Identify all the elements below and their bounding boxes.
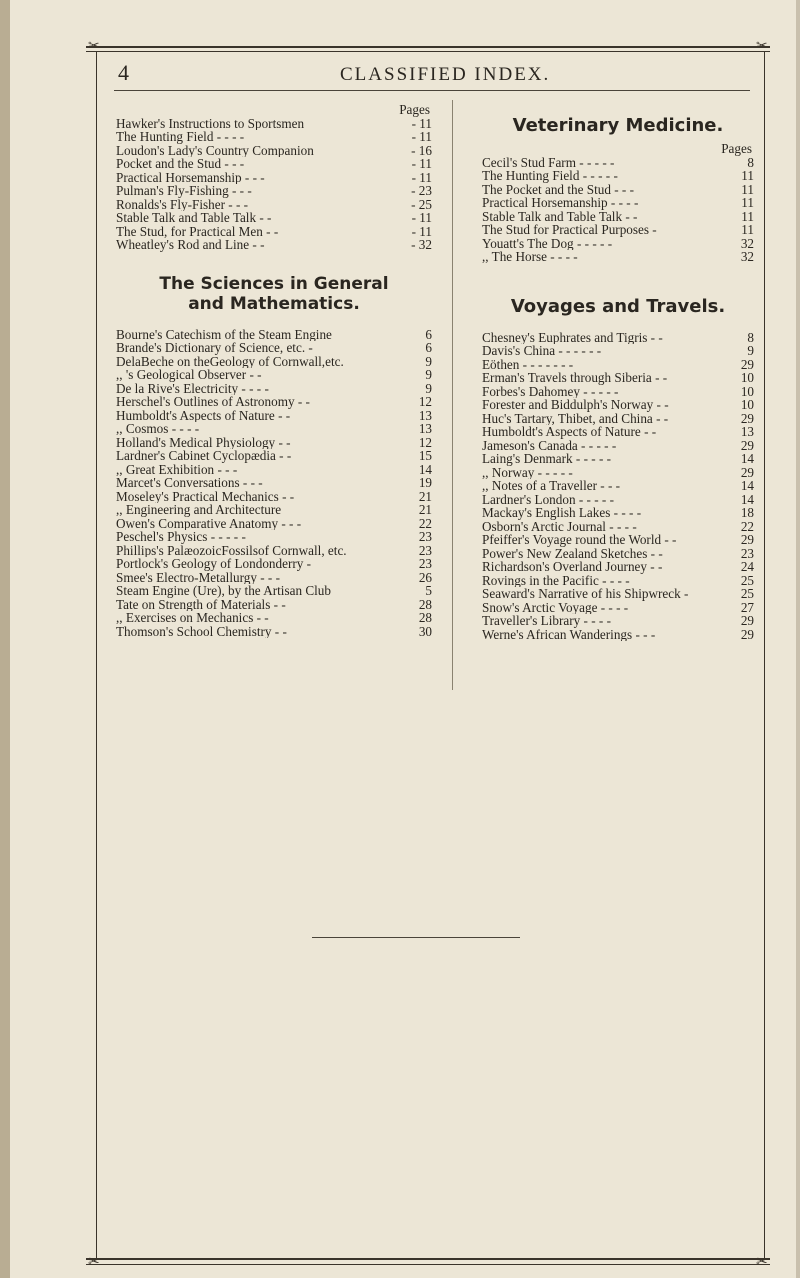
index-entry — [116, 598, 432, 612]
index-entry — [116, 117, 432, 131]
entry-page: 10 — [740, 397, 754, 412]
index-entry — [116, 409, 432, 423]
entry-title: Moseley's Practical Mechanics - - — [116, 489, 295, 503]
scissors-ornament-icon: ✂ — [756, 1255, 768, 1270]
entry-page: 9 — [425, 367, 432, 382]
entry-page: 29 — [740, 613, 754, 628]
voyages-list — [482, 331, 754, 642]
index-entry — [116, 584, 432, 598]
entry-page: 23 — [418, 542, 432, 558]
entry-page: - 11 — [411, 169, 432, 185]
index-entry — [482, 237, 754, 251]
entry-page: 15 — [418, 448, 432, 463]
index-entry — [116, 517, 432, 531]
entry-title: ,, Norway - - - - - — [482, 465, 573, 479]
entry-title: Steam Engine (Ure), by the Artisan Club — [116, 584, 331, 598]
index-entry — [116, 503, 432, 517]
entry-title: Thomson's School Chemistry - - — [116, 624, 287, 638]
column-divider — [452, 100, 453, 690]
index-entry — [116, 490, 432, 504]
index-entry — [116, 368, 432, 382]
entry-title: ,, Exercises on Mechanics - - — [116, 611, 269, 625]
entry-title: Lardner's Cabinet Cyclopædia - - — [116, 449, 292, 463]
entry-page: 32 — [740, 249, 754, 264]
entry-page: 14 — [740, 478, 754, 493]
page-number: 4 — [118, 60, 129, 85]
index-entry — [482, 398, 754, 412]
entry-title: ,, Great Exhibition - - - — [116, 462, 238, 476]
entry-page: 6 — [425, 326, 432, 342]
index-entry — [116, 355, 432, 369]
entry-title: Forbes's Dahomey - - - - - — [482, 384, 619, 398]
index-entry — [116, 395, 432, 409]
entry-page: 27 — [740, 599, 754, 615]
index-entry — [116, 449, 432, 463]
index-entry — [116, 544, 432, 558]
index-entry — [482, 533, 754, 547]
index-entry — [482, 331, 754, 345]
scissors-ornament-icon: ✂ — [88, 39, 100, 54]
entry-title: Portlock's Geology of Londonderry - — [116, 557, 312, 571]
entry-page: - 11 — [411, 129, 432, 144]
entry-title: Traveller's Library - - - - — [482, 614, 611, 628]
entry-title: Richardson's Overland Journey - - — [482, 560, 663, 574]
entry-title: ,, Notes of a Traveller - - - — [482, 479, 621, 493]
pages-label: Pages — [399, 102, 430, 117]
entry-title: Pfeiffer's Voyage round the World - - — [482, 533, 677, 547]
entry-title: The Hunting Field - - - - - — [482, 169, 618, 183]
entry-page: 25 — [740, 572, 754, 588]
entry-title: Humboldt's Aspects of Nature - - — [116, 408, 291, 422]
entry-page: 22 — [740, 518, 754, 534]
entry-title: The Stud for Practical Purposes - — [482, 223, 657, 237]
entry-title: Brande's Dictionary of Science, etc. - — [116, 341, 313, 355]
entry-title: Holland's Medical Physiology - - — [116, 435, 291, 449]
entry-page: 29 — [740, 532, 754, 547]
index-entry — [116, 157, 432, 171]
index-entry — [116, 436, 432, 450]
index-entry — [116, 463, 432, 477]
index-entry — [482, 628, 754, 642]
entry-page: 14 — [418, 461, 432, 477]
entry-title: Lardner's London - - - - - — [482, 492, 615, 506]
entry-page: 5 — [425, 583, 432, 598]
index-entry — [482, 493, 754, 507]
entry-page: 11 — [741, 181, 754, 197]
right-border-rule — [764, 52, 765, 1260]
entry-page: 11 — [741, 168, 754, 183]
entry-page: 14 — [740, 451, 754, 466]
index-entry — [482, 614, 754, 628]
entry-title: ,, 's Geological Observer - - — [116, 368, 262, 382]
entry-title: Herschel's Outlines of Astronomy - - — [116, 395, 310, 409]
pages-label: Pages — [721, 141, 752, 156]
index-entry — [116, 328, 432, 342]
index-entry — [116, 225, 432, 239]
entry-title: Stable Talk and Table Talk - - — [482, 209, 638, 223]
entry-page: 23 — [418, 556, 432, 571]
entry-title: Humboldt's Aspects of Nature - - — [482, 425, 657, 439]
section-title-sciences: The Sciences in General — [159, 273, 389, 294]
index-entry — [482, 574, 754, 588]
section-title-sciences-line2: and Mathematics. — [188, 293, 360, 314]
index-entry — [482, 385, 754, 399]
entry-title: Stable Talk and Table Talk - - — [116, 211, 272, 225]
index-entry — [482, 169, 754, 183]
entry-page: - 11 — [411, 115, 432, 131]
entry-page: - 25 — [411, 196, 432, 212]
entry-page: - 32 — [411, 237, 432, 252]
entry-title: Loudon's Lady's Country Companion — [116, 143, 314, 157]
entry-title: Erman's Travels through Siberia - - — [482, 371, 668, 385]
entry-page: 13 — [418, 421, 432, 436]
entry-title: Cecil's Stud Farm - - - - - — [482, 155, 615, 169]
index-entry — [116, 571, 432, 585]
entry-title: Owen's Comparative Anatomy - - - — [116, 516, 302, 530]
entry-title: ,, Cosmos - - - - — [116, 422, 200, 436]
index-entry — [482, 587, 754, 601]
index-entry — [116, 611, 432, 625]
index-entry — [482, 547, 754, 561]
entry-page: 13 — [418, 407, 432, 423]
index-entry — [482, 425, 754, 439]
top-border-inner-rule — [86, 51, 770, 52]
entry-title: Pulman's Fly-Fishing - - - — [116, 184, 252, 198]
entry-title: Seaward's Narrative of his Shipwreck - — [482, 587, 689, 601]
index-entry — [116, 476, 432, 490]
index-entry — [116, 530, 432, 544]
sport-list — [116, 117, 432, 252]
left-column — [116, 103, 432, 638]
index-entry — [482, 358, 754, 372]
entry-page: 29 — [740, 464, 754, 480]
entry-page: 11 — [741, 208, 754, 224]
entry-page: 28 — [418, 610, 432, 625]
index-entry — [116, 341, 432, 355]
index-entry — [116, 184, 432, 198]
index-entry — [482, 223, 754, 237]
entry-title: Ronalds's Fly-Fisher - - - — [116, 197, 249, 211]
index-entry — [116, 171, 432, 185]
entry-title: Practical Horsemanship - - - — [116, 170, 265, 184]
entry-page: - 11 — [411, 210, 432, 225]
index-entry — [116, 422, 432, 436]
entry-title: Youatt's The Dog - - - - - — [482, 236, 613, 250]
bottom-border-rule — [86, 1258, 770, 1260]
index-entry — [482, 560, 754, 574]
entry-title: Wheatley's Rod and Line - - — [116, 238, 265, 252]
entry-title: Snow's Arctic Voyage - - - - — [482, 600, 629, 614]
index-entry — [116, 625, 432, 639]
section-title-veterinary: Veterinary Medicine. — [512, 115, 724, 136]
scissors-ornament-icon: ✂ — [88, 1255, 100, 1270]
index-entry — [482, 344, 754, 358]
entry-page: - 16 — [411, 142, 432, 158]
index-entry — [482, 452, 754, 466]
entry-page: 25 — [740, 586, 754, 601]
entry-title: Werne's African Wanderings - - - — [482, 627, 656, 641]
entry-title: Hawker's Instructions to Sportsmen — [116, 116, 305, 130]
index-entry — [482, 479, 754, 493]
index-entry — [482, 183, 754, 197]
entry-title: Forester and Biddulph's Norway - - — [482, 398, 669, 412]
index-entry — [482, 250, 754, 264]
entry-page: 10 — [740, 370, 754, 385]
entry-page: 13 — [740, 424, 754, 439]
index-entry — [116, 557, 432, 571]
entry-page: 28 — [418, 596, 432, 612]
entry-page: 32 — [740, 235, 754, 251]
entry-page: 9 — [425, 380, 432, 396]
index-entry — [482, 412, 754, 426]
entry-page: 11 — [741, 222, 754, 237]
entry-page: 9 — [747, 343, 754, 358]
entry-title: Marcet's Conversations - - - — [116, 476, 263, 490]
entry-title: Eöthen - - - - - - - — [482, 357, 574, 371]
entry-page: 19 — [418, 475, 432, 490]
entry-title: Mackay's English Lakes - - - - — [482, 506, 642, 520]
entry-title: Power's New Zealand Sketches - - — [482, 546, 663, 560]
entry-title: Rovings in the Pacific - - - - — [482, 573, 630, 587]
entry-title: Tate on Strength of Materials - - — [116, 597, 286, 611]
entry-page: 12 — [418, 434, 432, 450]
entry-page: 10 — [740, 383, 754, 399]
entry-title: Smee's Electro-Metallurgy - - - — [116, 570, 280, 584]
running-header: CLASSIFIED INDEX. — [340, 64, 551, 85]
entry-title: Chesney's Euphrates and Tigris - - — [482, 330, 663, 344]
entry-page: 29 — [740, 410, 754, 426]
sciences-list — [116, 328, 432, 639]
entry-page: 8 — [747, 154, 754, 170]
entry-title: Pocket and the Stud - - - — [116, 157, 245, 171]
index-entry — [482, 520, 754, 534]
entry-title: Jameson's Canada - - - - - — [482, 438, 617, 452]
entry-page: 14 — [740, 491, 754, 507]
entry-title: Davis's China - - - - - - — [482, 344, 602, 358]
entry-page: 6 — [425, 340, 432, 355]
bottom-border-inner-rule — [86, 1264, 770, 1265]
entry-title: The Stud, for Practical Men - - — [116, 224, 279, 238]
index-entry — [116, 130, 432, 144]
entry-page: 29 — [740, 356, 754, 372]
entry-page: 8 — [747, 329, 754, 345]
entry-page: 29 — [740, 626, 754, 642]
entry-title: Bourne's Catechism of the Steam Engine — [116, 327, 332, 341]
entry-title: De la Rive's Electricity - - - - — [116, 381, 269, 395]
index-entry — [482, 210, 754, 224]
entry-page: 30 — [418, 623, 432, 639]
entry-page: 24 — [740, 559, 754, 574]
index-entry — [116, 198, 432, 212]
left-border-rule — [96, 52, 97, 1260]
entry-title: Peschel's Physics - - - - - — [116, 530, 246, 544]
index-entry — [482, 466, 754, 480]
index-entry — [482, 506, 754, 520]
index-entry — [116, 144, 432, 158]
index-entry — [482, 439, 754, 453]
entry-page: 21 — [418, 502, 432, 517]
entry-title: Phillips's PalæozoicFossilsof Cornwall, etc. — [116, 543, 347, 557]
veterinary-list — [482, 156, 754, 264]
index-entry — [116, 211, 432, 225]
index-entry — [482, 196, 754, 210]
index-entry — [482, 601, 754, 615]
right-column — [482, 116, 754, 641]
index-entry — [482, 156, 754, 170]
entry-title: Practical Horsemanship - - - - — [482, 196, 639, 210]
entry-page: 29 — [740, 437, 754, 453]
header-rule — [114, 90, 750, 91]
index-entry — [482, 371, 754, 385]
section-title-voyages: Voyages and Travels. — [510, 295, 726, 317]
entry-page: 9 — [425, 353, 432, 369]
entry-page: 11 — [741, 195, 754, 210]
entry-title: Osborn's Arctic Journal - - - - — [482, 519, 637, 533]
top-border-rule — [86, 46, 770, 48]
entry-page: 23 — [418, 529, 432, 544]
entry-page: - 23 — [411, 183, 432, 198]
entry-title: Laing's Denmark - - - - - — [482, 452, 612, 466]
entry-page: 22 — [418, 515, 432, 531]
entry-page: 21 — [418, 488, 432, 504]
entry-title: ,, The Horse - - - - — [482, 250, 578, 264]
entry-title: The Hunting Field - - - - — [116, 130, 245, 144]
entry-page: 26 — [418, 569, 432, 585]
index-entry — [116, 238, 432, 252]
entry-page: - 11 — [411, 223, 432, 239]
entry-page: 18 — [740, 505, 754, 520]
entry-title: ,, Engineering and Architecture — [116, 503, 282, 517]
entry-page: - 11 — [411, 156, 432, 171]
entry-title: Huc's Tartary, Thibet, and China - - — [482, 411, 669, 425]
index-entry — [116, 382, 432, 396]
entry-page: 23 — [740, 545, 754, 561]
entry-page: 12 — [418, 394, 432, 409]
entry-title: The Pocket and the Stud - - - — [482, 182, 634, 196]
scissors-ornament-icon: ✂ — [756, 39, 768, 54]
entry-title: DelaBeche on theGeology of Cornwall,etc. — [116, 354, 344, 368]
end-rule — [312, 937, 520, 938]
